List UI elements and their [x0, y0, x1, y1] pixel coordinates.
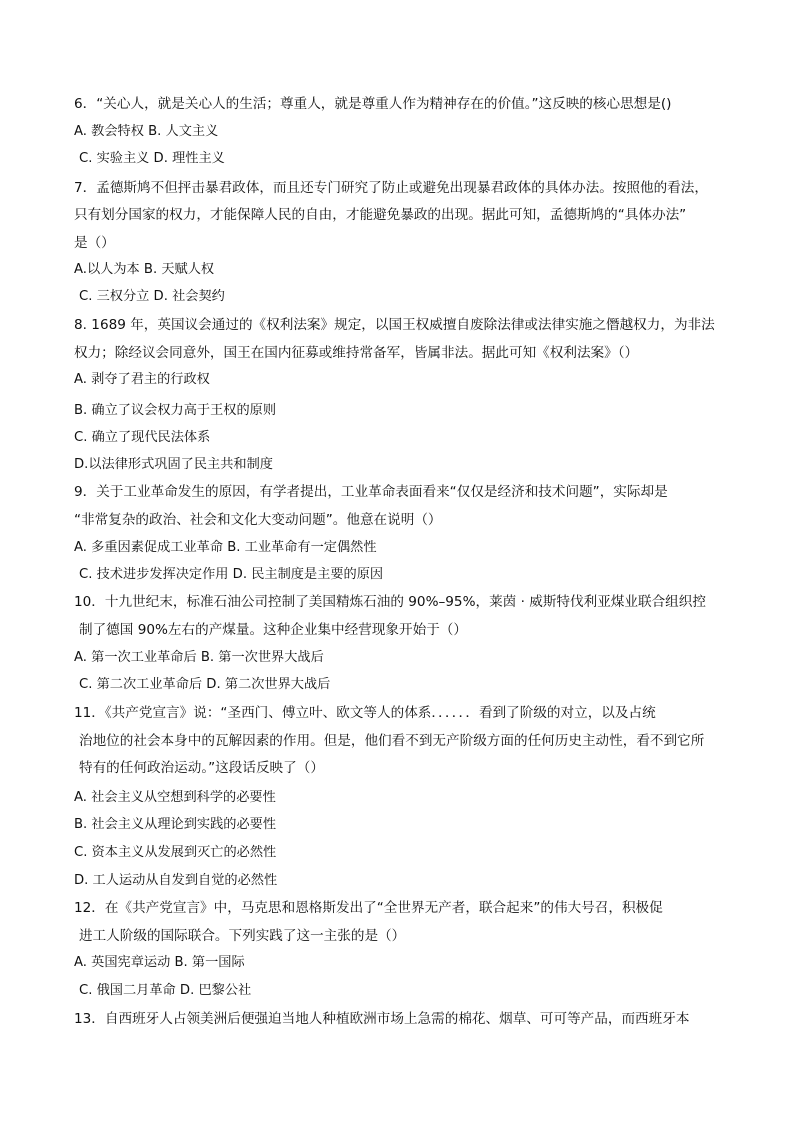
question-7-stem-line1: 7．孟德斯鸠不但抨击暴君政体，而且还专门研究了防止或避免出现暴君政体的具体办法。按照他的看法，	[74, 180, 708, 196]
question-10-stem-line2: 制了德国 90%左右的产煤量。这种企业集中经营现象开始于（）	[79, 622, 467, 638]
question-13-stem-line1: 13．自西班牙人占领美洲后便强迫当地人种植欧洲市场上急需的棉花、烟草、可可等产品，而西班牙本	[74, 1011, 690, 1027]
question-11-stem-line1: 11．《共产党宣言》说：“圣西门、傅立叶、欧文等人的体系．．．．．．看到了阶级的对立，以及占统	[74, 705, 656, 721]
question-6-options-ab: A. 教会特权 B. 人文主义	[74, 124, 219, 139]
question-11-stem-line2: 治地位的社会本身中的瓦解因素的作用。但是，他们看不到无产阶级方面的任何历史主动性，看不到它所	[79, 733, 705, 749]
question-7-stem-line3: 是（）	[74, 235, 115, 251]
question-6-stem: 6．“关心人，就是关心人的生活；尊重人，就是尊重人作为精神存在的价值。”这反映的核心思想是()	[74, 96, 672, 112]
question-12-options-ab: A. 英国宪章运动 B. 第一国际	[74, 955, 245, 970]
question-7-stem-line2: 只有划分国家的权力，才能保障人民的自由，才能避免暴政的出现。据此可知，孟德斯鸠的“具体办法”	[74, 207, 687, 223]
question-8-option-a: A. 剥夺了君主的行政权	[74, 372, 210, 387]
question-8-option-d: D.以法律形式巩固了民主共和制度	[74, 457, 273, 472]
question-8-option-c: C. 确立了现代民法体系	[74, 430, 211, 445]
question-9-stem-line2: “非常复杂的政治、社会和文化大变动问题”。他意在说明（）	[74, 512, 442, 528]
question-9-options-cd: C. 技术进步发挥决定作用 D. 民主制度是主要的原因	[79, 567, 384, 582]
question-9-options-ab: A. 多重因素促成工业革命 B. 工业革命有一定偶然性	[74, 540, 377, 555]
question-11-option-d: D. 工人运动从自发到自觉的必然性	[74, 873, 278, 888]
question-8-option-b: B. 确立了议会权力高于王权的原则	[74, 403, 277, 418]
question-7-options-cd: C. 三权分立 D. 社会契约	[79, 289, 225, 304]
question-10-options-ab: A. 第一次工业革命后 B. 第一次世界大战后	[74, 650, 324, 665]
question-11-stem-line3: 特有的任何政治运动。”这段话反映了（）	[79, 760, 324, 776]
question-8-stem-line2: 权力；除经议会同意外，国王在国内征募或维持常备军，皆属非法。据此可知《权利法案》（）	[74, 345, 639, 361]
question-9-stem-line1: 9．关于工业革命发生的原因，有学者提出，工业革命表面看来“仅仅是经济和技术问题”，实际却是	[74, 484, 668, 500]
question-10-stem-line1: 10．十九世纪末，标准石油公司控制了美国精炼石油的 90%–95%，莱茵 · 威斯特伐利亚煤业联合组织控	[74, 594, 706, 610]
question-11-option-b: B. 社会主义从理论到实践的必要性	[74, 817, 277, 832]
question-6-options-cd: C. 实验主义 D. 理性主义	[79, 151, 225, 166]
question-11-option-c: C. 资本主义从发展到灭亡的必然性	[74, 845, 277, 860]
question-11-option-a: A. 社会主义从空想到科学的必要性	[74, 790, 276, 805]
question-7-options-ab: A.以人为本 B. 天赋人权	[74, 262, 215, 277]
question-10-options-cd: C. 第二次工业革命后 D. 第二次世界大战后	[79, 677, 331, 692]
question-12-stem-line1: 12．在《共产党宣言》中，马克思和恩格斯发出了“全世界无产者，联合起来”的伟大号召，积极促	[74, 900, 663, 916]
question-12-options-cd: C. 俄国二月革命 D. 巴黎公社	[79, 983, 252, 998]
question-8-stem-line1: 8. 1689 年，英国议会通过的《权利法案》规定，以国王权威擅自废除法律或法律实施之僭越权力，为非法	[74, 317, 715, 333]
question-12-stem-line2: 进工人阶级的国际联合。下列实践了这一主张的是（）	[79, 928, 406, 944]
